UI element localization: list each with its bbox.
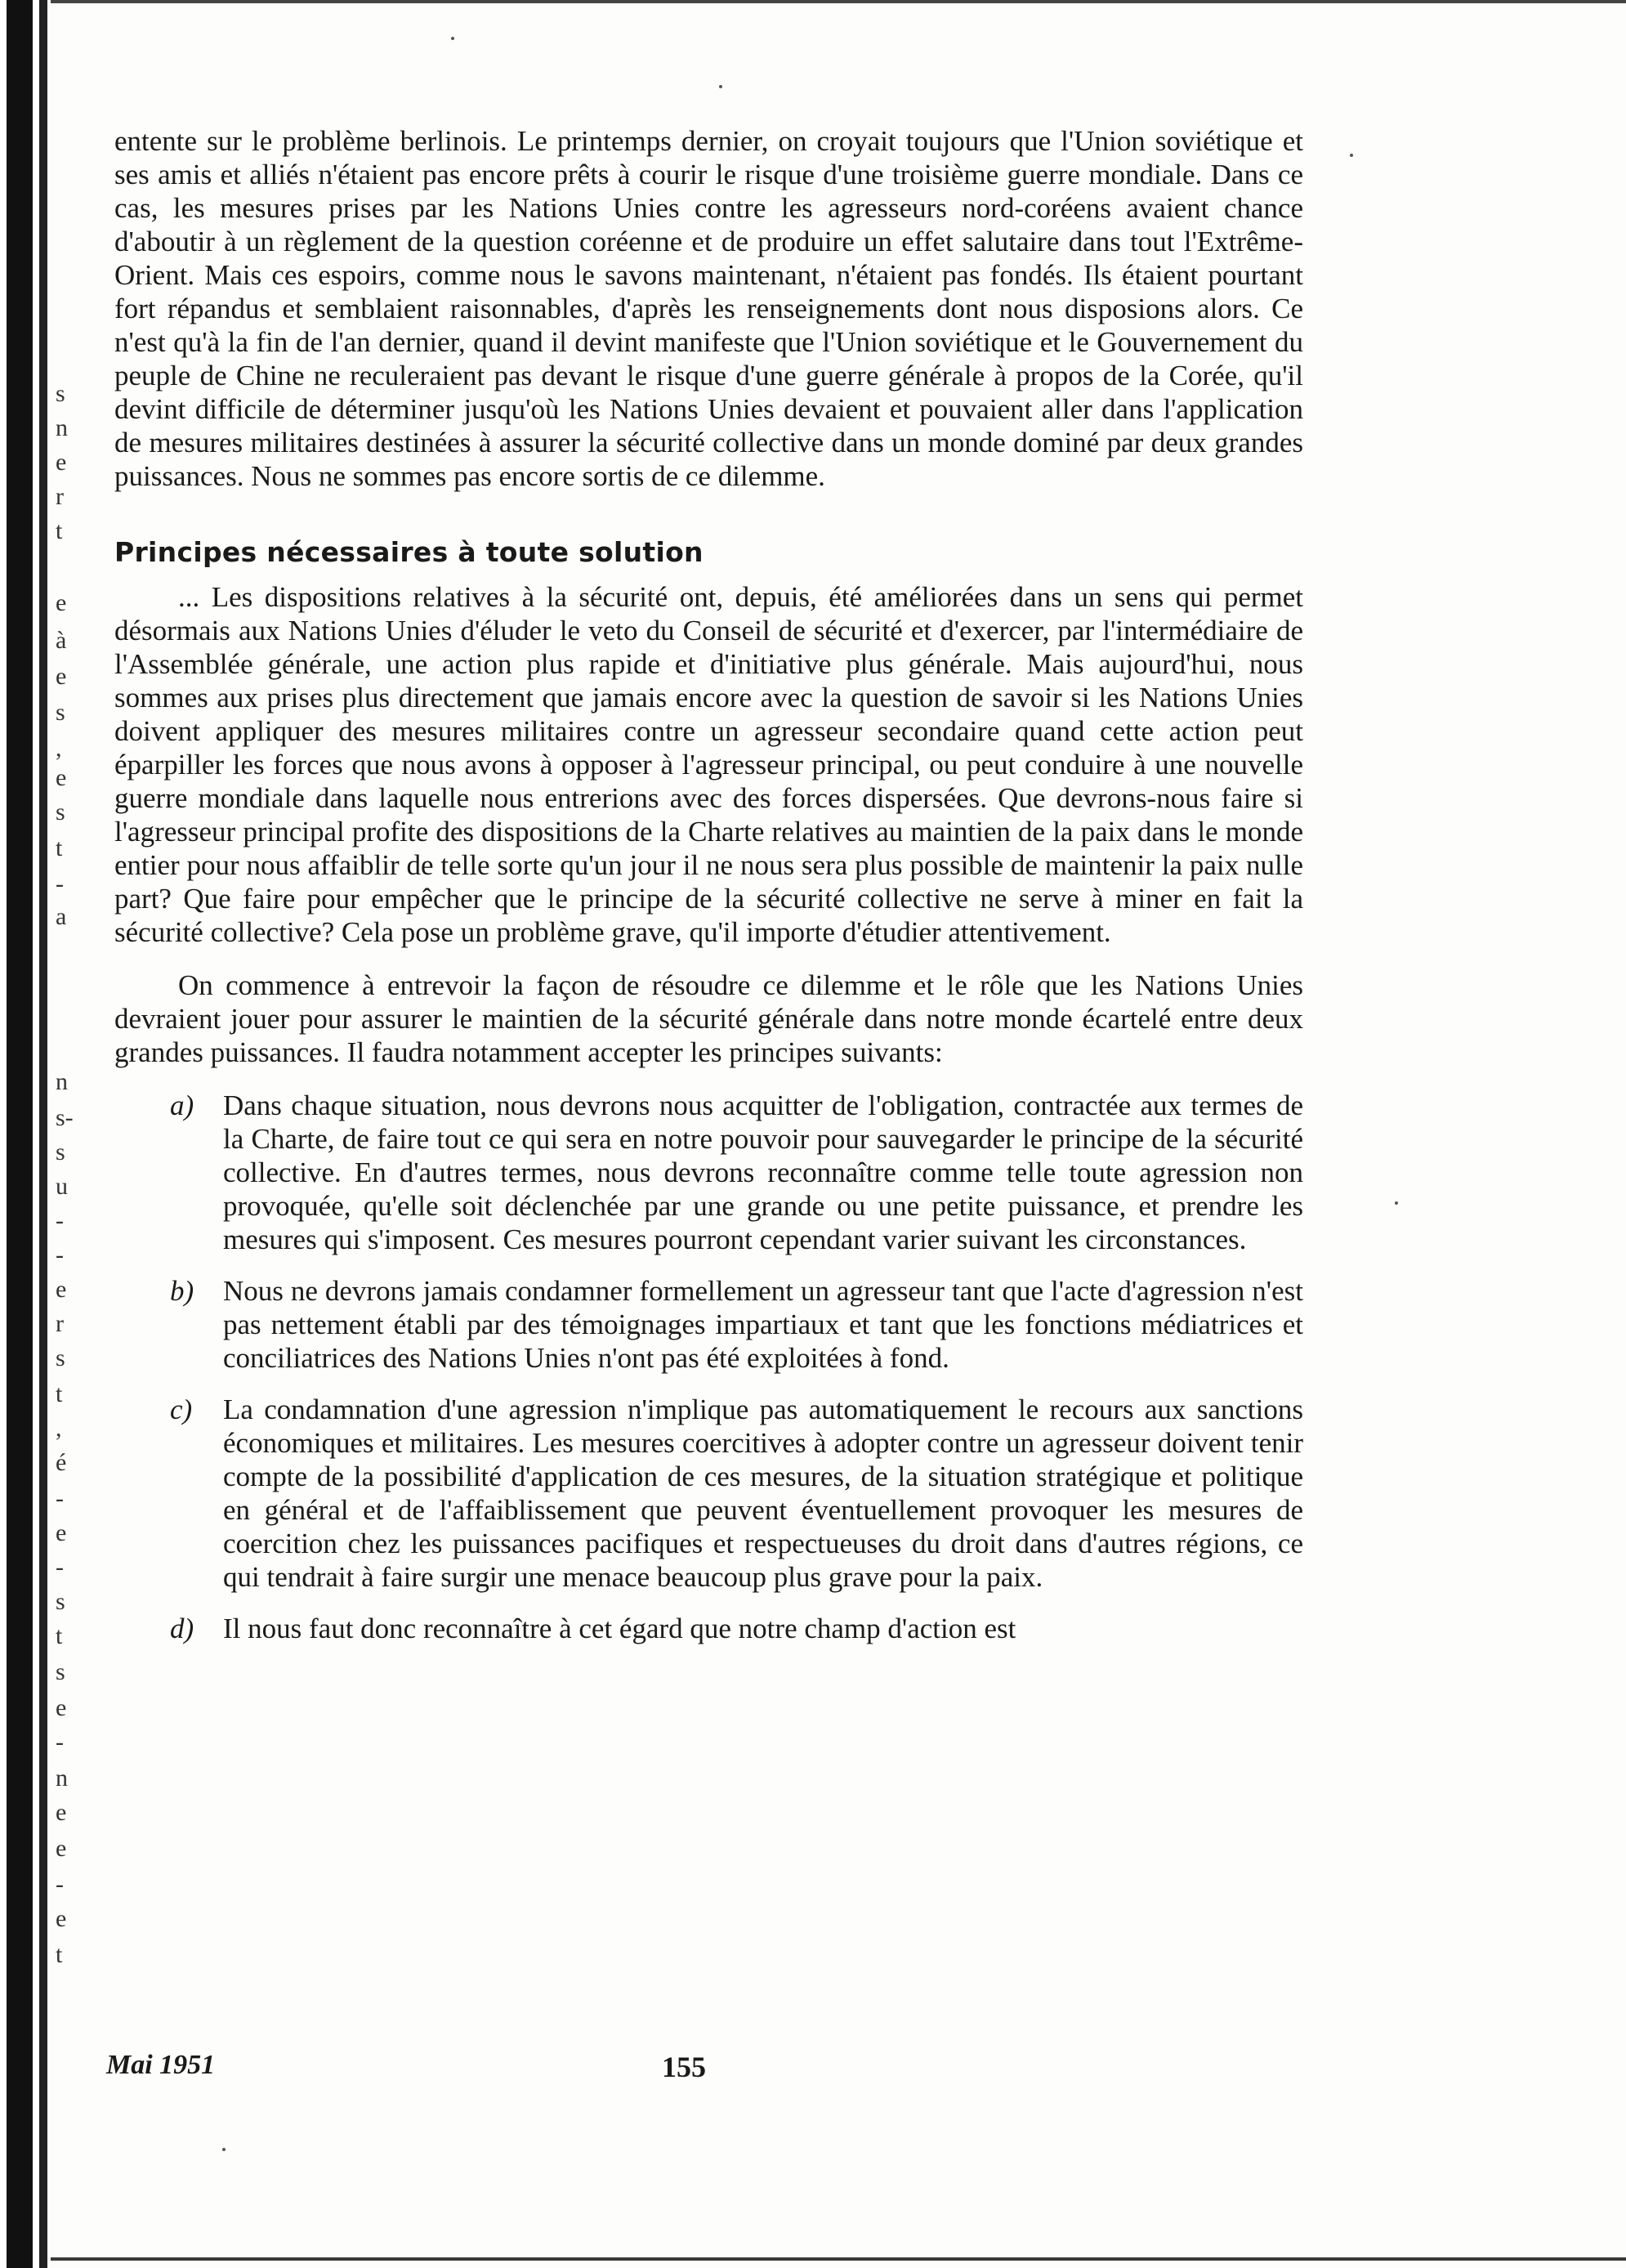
margin-fragment: t — [56, 1622, 63, 1649]
margin-fragment: a — [56, 903, 67, 930]
margin-fragment: e — [56, 1835, 67, 1862]
book-binding-edge — [0, 0, 51, 2268]
principle-item-d — [114, 1612, 1303, 1645]
margin-fragment: e — [56, 1799, 67, 1826]
margin-fragment: à — [56, 627, 67, 654]
margin-fragment: é — [56, 1449, 67, 1476]
section-heading: Principes nécessaires à toute solution — [114, 536, 704, 568]
margin-fragment: s — [56, 380, 65, 407]
margin-fragment: - — [56, 1241, 64, 1268]
margin-fragment: e — [56, 589, 67, 616]
principle-item-c — [114, 1393, 1303, 1594]
margin-fragment: e — [56, 1519, 67, 1546]
scan-speck — [1395, 1201, 1398, 1205]
scan-speck — [222, 2148, 226, 2151]
margin-fragment: s — [56, 798, 65, 825]
margin-fragment: t — [56, 1380, 63, 1407]
margin-fragment: n — [56, 1068, 68, 1095]
principle-text: Dans chaque situation, nous devrons nous acquitter de l'obligation, contractée aux termes de la Charte, de faire tout ce qui sera en notre pouvoir pour sauvegarder le principe de la sécurité collective. En d'autres termes, nous devrons reconnaître comme telle toute agression non provoquée, qu'elle soit déclenchée par une grande ou une petite puissance, et prendre les mesures qui s'imposent. Ces mesures pourront cependant varier suivant les circonstances. — [223, 1089, 1303, 1255]
margin-fragment: - — [56, 1207, 64, 1234]
margin-fragment: t — [56, 834, 63, 861]
principle-marker: c) — [170, 1393, 193, 1425]
margin-fragment: - — [56, 1729, 64, 1756]
scan-bottom-edge — [51, 2257, 1626, 2261]
section-paragraph-2: On commence à entrevoir la façon de résoudre ce dilemme et le rôle que les Nations Unies devraient jouer pour assurer le maintien de la sécurité générale dans notre monde écartelé entre deux grandes puissances. Il faudra notamment accepter les principes suivants: — [114, 969, 1303, 1068]
margin-fragment: - — [56, 1871, 64, 1898]
scan-speck — [719, 85, 722, 88]
margin-fragment: - — [56, 870, 64, 897]
margin-fragment: e — [56, 663, 67, 690]
margin-fragment: u — [56, 1173, 68, 1200]
margin-fragment: , — [56, 1415, 62, 1442]
principle-text: Il nous faut donc reconnaître à cet égard que notre champ d'action est — [223, 1613, 1016, 1644]
margin-fragment: s — [56, 699, 65, 726]
principle-text: La condamnation d'une agression n'implique pas automatiquement le recours aux sanctions économiques et militaires. Les mesures coercitives à adopter contre un agresseur doivent tenir compte de la possibilité d'application de ces mesures, de la situation stratégique et politique en général et de l'affaiblissement que peuvent éventuellement provoquer les mesures de coercition chez les puissances pacifiques et respectueuses du droit dans d'autres régions, ce qui tendrait à faire surgir une menace beaucoup plus grave pour la paix. — [223, 1393, 1303, 1593]
margin-fragment: r — [56, 483, 64, 510]
principle-marker: d) — [170, 1613, 194, 1644]
scan-speck — [451, 37, 454, 40]
intro-paragraph: entente sur le problème berlinois. Le printemps dernier, on croyait toujours que l'Union soviétique et ses amis et alliés n'étaient pas encore prêts à courir le risque d'une troisième guerre mondiale. Dans ce cas, les mesures prises par les Nations Unies contre les agresseurs nord-coréens avaient chance d'aboutir à un règlement de la question coréenne et de produire un effet salutaire dans tout l'Extrême-Orient. Mais ces espoirs, comme nous le savons maintenant, n'étaient pas fondés. Ils étaient pourtant fort répandus et semblaient raisonnables, d'après les renseignements dont nous disposions alors. Ce n'est qu'à la fin de l'an dernier, quand il devint manifeste que l'Union soviétique et le Gouvernement du peuple de Chine ne reculeraient pas devant le risque d'une guerre générale à propos de la Corée, qu'il devint difficile de déterminer jusqu'où les Nations Unies devaient et pouvaient aller dans l'application de mesures militaires destinées à assurer la sécurité collective dans un monde dominé par deux grandes puissances. Nous ne sommes pas encore sortis de ce dilemme. — [114, 125, 1303, 492]
margin-fragment: s — [56, 1138, 65, 1165]
article-body — [114, 124, 1303, 1663]
margin-fragment: t — [56, 1941, 63, 1968]
margin-fragment: t — [56, 517, 63, 544]
margin-fragment: s — [56, 1658, 65, 1685]
margin-fragment: , — [56, 735, 62, 762]
issue-date: Mai 1951 — [106, 2050, 216, 2080]
margin-fragment: s — [56, 1344, 65, 1371]
principle-marker: a) — [170, 1089, 194, 1121]
margin-fragment: s — [56, 1588, 65, 1615]
principle-text: Nous ne devrons jamais condamner formellement un agresseur tant que l'acte d'agression n'est pas nettement établi par des témoignages impartiaux et tant que les fonctions médiatrices et conciliatrices des Nations Unies n'ont pas été exploitées à fond. — [223, 1275, 1303, 1374]
margin-fragment: r — [56, 1310, 64, 1337]
margin-fragment: e — [56, 449, 67, 476]
principle-item-a — [114, 1089, 1303, 1256]
margin-fragment: - — [56, 1554, 64, 1581]
margin-fragment: e — [56, 1694, 67, 1721]
principles-list — [114, 1089, 1303, 1645]
principle-marker: b) — [170, 1275, 194, 1307]
margin-fragment: n — [56, 1765, 68, 1792]
margin-fragment: s- — [56, 1104, 74, 1131]
margin-fragment: e — [56, 1276, 67, 1303]
margin-fragment: e — [56, 764, 67, 791]
principle-item-b — [114, 1274, 1303, 1375]
page-number: 155 — [662, 2051, 706, 2083]
section-paragraph-1: ... Les dispositions relatives à la sécurité ont, depuis, été améliorées dans un sens qui permet désormais aux Nations Unies d'éluder le veto du Conseil de sécurité et d'exercer, par l'intermédiaire de l'Assemblée générale, une action plus rapide et d'initiative plus générale. Mais aujourd'hui, nous sommes aux prises plus directement que jamais encore avec la question de savoir si les Nations Unies doivent appliquer des mesures militaires contre un agresseur secondaire quand cette action peut éparpiller les forces que nous avons à opposer à l'agresseur principal, ou peut conduire à une nouvelle guerre mondiale dans laquelle nous entrerions avec des forces dispersées. Que devrons-nous faire si l'agresseur principal profite des dispositions de la Charte relatives au maintien de la paix dans le monde entier pour nous affaiblir de telle sorte qu'un jour il ne nous sera plus possible de maintenir la paix nulle part? Que faire pour empêcher que le principe de la sécurité collective ne serve à miner en fait la sécurité collective? Cela pose un problème grave, qu'il importe d'étudier attentivement. — [114, 581, 1303, 948]
scan-top-edge — [51, 0, 1626, 3]
margin-fragment: e — [56, 1905, 67, 1932]
scan-speck — [1350, 154, 1353, 157]
margin-fragment: n — [56, 414, 68, 441]
page-footer — [106, 2050, 1316, 2091]
margin-fragment: - — [56, 1485, 64, 1512]
